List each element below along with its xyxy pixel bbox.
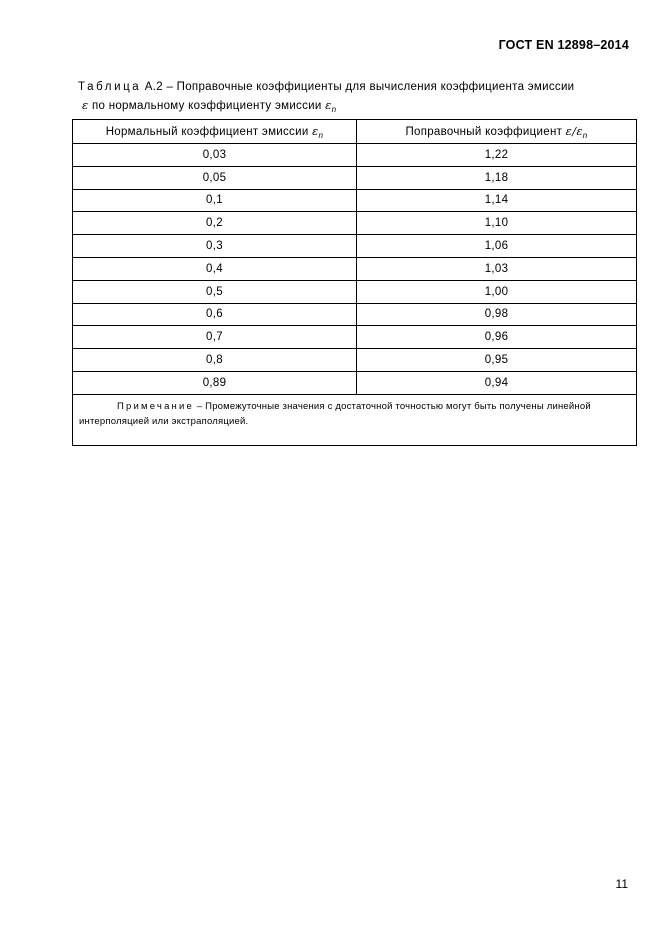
- cell-normal: 0,89: [73, 371, 357, 394]
- column-header-normal-subscript: n: [318, 130, 324, 140]
- cell-normal: 0,2: [73, 212, 357, 235]
- note-label: Примечание: [117, 400, 194, 412]
- table-row: [73, 144, 637, 167]
- document-code: ГОСТ EN 12898–2014: [498, 38, 629, 52]
- cell-correction: 0,95: [357, 349, 637, 372]
- table-row: [73, 303, 637, 326]
- table-row: [73, 166, 637, 189]
- caption-subscript-n: n: [331, 105, 337, 114]
- cell-correction: 1,18: [357, 166, 637, 189]
- cell-normal: 0,7: [73, 326, 357, 349]
- column-header-normal-symbol: ε: [312, 123, 319, 138]
- cell-correction: 0,94: [357, 371, 637, 394]
- cell-normal: 0,5: [73, 280, 357, 303]
- table-note: [73, 394, 637, 445]
- table-caption: [78, 78, 633, 119]
- note-text: – Промежуточные значения с достаточной точностью могут быть получены линейной интерполяцией или экстраполяцией.: [79, 400, 591, 427]
- table-note-row: [73, 394, 637, 445]
- caption-text-1: – Поправочные коэффициенты для вычисления коэффициента эмиссии: [162, 81, 575, 93]
- table-row: [73, 371, 637, 394]
- column-header-normal-emissivity: [73, 120, 357, 144]
- page-number: 11: [615, 877, 628, 891]
- caption-label: Таблица: [78, 81, 142, 93]
- cell-correction: 1,06: [357, 235, 637, 258]
- column-header-correction-symbol: ε/ε: [565, 123, 583, 138]
- cell-normal: 0,8: [73, 349, 357, 372]
- column-header-correction-text: Поправочный коэффициент: [405, 125, 566, 138]
- cell-correction: 1,10: [357, 212, 637, 235]
- column-header-correction-subscript: n: [582, 130, 588, 140]
- cell-correction: 1,14: [357, 189, 637, 212]
- cell-correction: 0,98: [357, 303, 637, 326]
- table-row: [73, 280, 637, 303]
- table-row: [73, 212, 637, 235]
- caption-text-2: по нормальному коэффициенту эмиссии: [88, 100, 326, 112]
- cell-normal: 0,4: [73, 257, 357, 280]
- column-header-correction-factor: [357, 120, 637, 144]
- cell-normal: 0,03: [73, 144, 357, 167]
- emission-correction-table: [72, 119, 637, 446]
- cell-correction: 0,96: [357, 326, 637, 349]
- cell-normal: 0,6: [73, 303, 357, 326]
- caption-epsilon-n-symbol: ε: [325, 98, 332, 112]
- table-header-row: [73, 120, 637, 144]
- caption-line-2: [78, 96, 633, 119]
- cell-correction: 1,03: [357, 257, 637, 280]
- caption-number: А.2: [144, 81, 163, 93]
- cell-correction: 1,00: [357, 280, 637, 303]
- cell-normal: 0,05: [73, 166, 357, 189]
- table-row: [73, 257, 637, 280]
- cell-normal: 0,1: [73, 189, 357, 212]
- table-row: [73, 235, 637, 258]
- cell-correction: 1,22: [357, 144, 637, 167]
- cell-normal: 0,3: [73, 235, 357, 258]
- caption-epsilon-symbol: ε: [82, 98, 89, 112]
- table-row: [73, 189, 637, 212]
- table-row: [73, 349, 637, 372]
- column-header-normal-text: Нормальный коэффициент эмиссии: [105, 125, 313, 138]
- table-row: [73, 326, 637, 349]
